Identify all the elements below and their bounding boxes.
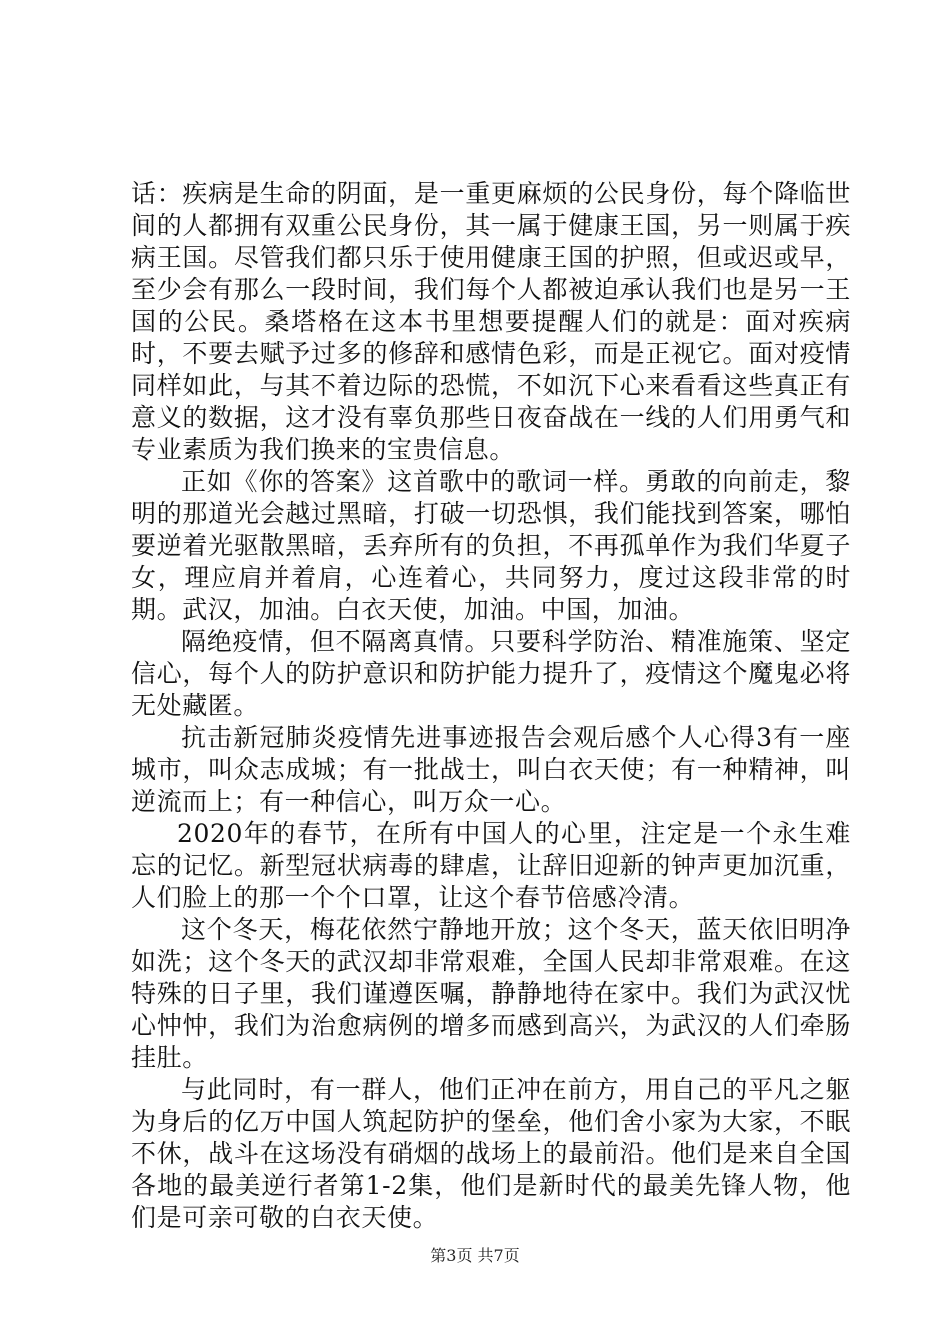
paragraph-spring-festival: 2020年的春节，在所有中国人的心里，注定是一个永生难忘的记忆。新型冠状病毒的肆虐，让辞旧迎新的钟声更加沉重，人们脸上的那一个个口罩，让这个春节倍感冷清。: [131, 819, 851, 912]
paragraph-frontline-workers: 与此同时，有一群人，他们正冲在前方，用自己的平凡之躯为身后的亿万中国人筑起防护的堡垒，他们舍小家为大家，不眠不休，战斗在这场没有硝烟的战场上的最前沿。他们是来自全国各地的最美逆行者第1-2集，他们是新时代的最美先锋人物，他们是可亲可敬的白衣天使。: [131, 1075, 851, 1232]
paragraph-winter: 这个冬天，梅花依然宁静地开放；这个冬天，蓝天依旧明净如洗；这个冬天的武汉却非常艰难，全国人民却非常艰难。在这特殊的日子里，我们谨遵医嘱，静静地待在家中。我们为武汉忧心忡忡，我们为治愈病例的增多而感到高兴，为武汉的人们牵肠挂肚。: [131, 915, 851, 1072]
document-body: [131, 178, 851, 1234]
paragraph-report-heading: 抗击新冠肺炎疫情先进事迹报告会观后感个人心得3有一座城市，叫众志成城；有一批战士，叫白衣天使；有一种精神，叫逆流而上；有一种信心，叫万众一心。: [131, 723, 851, 816]
paragraph-disease-citizenship: 话：疾病是生命的阴面，是一重更麻烦的公民身份，每个降临世间的人都拥有双重公民身份，其一属于健康王国，另一则属于疾病王国。尽管我们都只乐于使用健康王国的护照，但或迟或早，至少会有那么一段时间，我们每个人都被迫承认我们也是另一王国的公民。桑塔格在这本书里想要提醒人们的就是：面对疾病时，不要去赋予过多的修辞和感情色彩，而是正视它。面对疫情同样如此，与其不着边际的恐慌，不如沉下心来看看这些真正有意义的数据，这才没有辜负那些日夜奋战在一线的人们用勇气和专业素质为我们换来的宝贵信息。: [131, 179, 851, 464]
paragraph-isolation: 隔绝疫情，但不隔离真情。只要科学防治、精准施策、坚定信心，每个人的防护意识和防护能力提升了，疫情这个魔鬼必将无处藏匿。: [131, 627, 851, 720]
paragraph-your-answer-song: 正如《你的答案》这首歌中的歌词一样。勇敢的向前走，黎明的那道光会越过黑暗，打破一切恐惧，我们能找到答案，哪怕要逆着光驱散黑暗，丢弃所有的负担，不再孤单作为我们华夏子女，理应肩并着肩，心连着心，共同努力，度过这段非常的时期。武汉，加油。白衣天使，加油。中国，加油。: [131, 467, 851, 624]
page-number-footer: 第3页 共7页: [430, 1246, 520, 1265]
